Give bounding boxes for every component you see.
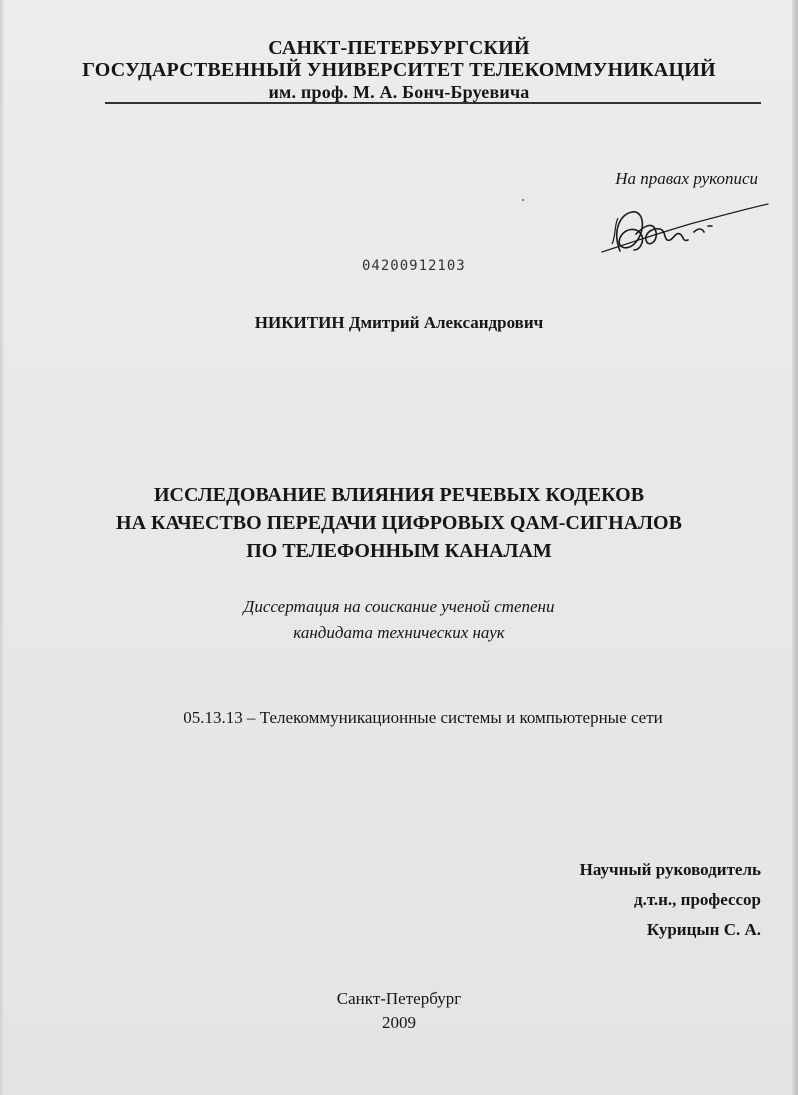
year: 2009 xyxy=(382,1013,416,1032)
speciality-code: 05.13.13 – Телекоммуникационные системы и компьютерные сети xyxy=(183,708,663,727)
university-line-2: ГОСУДАРСТВЕННЫЙ УНИВЕРСИТЕТ ТЕЛЕКОММУНИКАЦИЙ xyxy=(82,59,716,81)
dissertation-title xyxy=(0,481,798,565)
subtitle-line-2: кандидата технических наук xyxy=(293,623,505,642)
place-and-year xyxy=(0,987,798,1035)
university-line-3: им. проф. М. А. Бонч-Бруевича xyxy=(268,82,530,102)
supervisor-block xyxy=(580,855,761,945)
subtitle-line-1: Диссертация на соискание ученой степени xyxy=(243,597,555,616)
university-line-1: САНКТ-ПЕТЕРБУРГСКИЙ xyxy=(268,37,530,59)
title-line-2: НА КАЧЕСТВО ПЕРЕДАЧИ ЦИФРОВЫХ QAM-СИГНАЛОВ xyxy=(116,512,682,534)
scan-speck xyxy=(522,199,524,201)
supervisor-role: Научный руководитель xyxy=(579,860,761,879)
city: Санкт-Петербург xyxy=(336,989,462,1008)
manuscript-note: На правах рукописи xyxy=(615,169,758,188)
title-line-1: ИССЛЕДОВАНИЕ ВЛИЯНИЯ РЕЧЕВЫХ КОДЕКОВ xyxy=(153,484,645,506)
university-header xyxy=(0,37,798,103)
signature-icon xyxy=(590,196,770,266)
catalog-number: 04200912103 xyxy=(362,258,466,274)
supervisor-name: Курицын С. А. xyxy=(646,920,761,939)
title-line-3: ПО ТЕЛЕФОННЫМ КАНАЛАМ xyxy=(246,540,552,562)
dissertation-subtitle xyxy=(0,594,798,646)
header-rule xyxy=(105,102,761,104)
author-name: НИКИТИН Дмитрий Александрович xyxy=(254,313,544,332)
supervisor-degree: д.т.н., профессор xyxy=(633,890,761,909)
